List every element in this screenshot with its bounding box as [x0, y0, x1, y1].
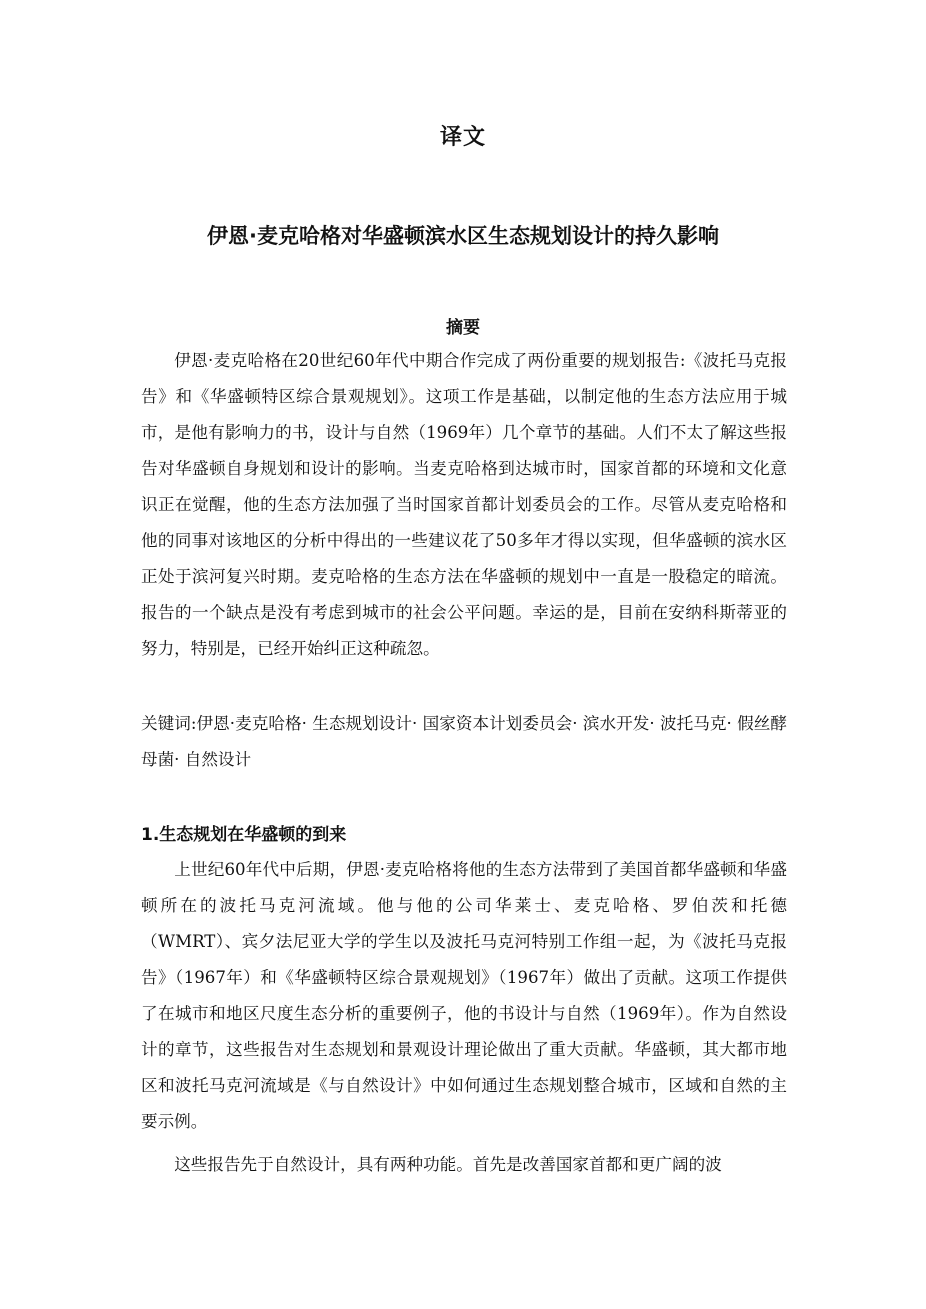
- doc-title: 译文: [439, 125, 486, 150]
- keywords: 关键词:伊恩·麦克哈格· 生态规划设计· 国家资本计划委员会· 滨水开发· 波托马克· 假丝酵母菌· 自然设计: [141, 714, 787, 769]
- section-paragraph-1: 上世纪60年代中后期，伊恩·麦克哈格将他的生态方法带到了美国首都华盛顿和华盛顿所在的波托马克河流域。他与他的公司华莱士、麦克哈格、罗伯茨和托德（WMRT）、宾夕法尼亚大学的学生以及波托马克河特别工作组一起，为《波托马克报告》（1967年）和《华盛顿特区综合景观规划》（1967年）做出了贡献。这项工作提供了在城市和地区尺度生态分析的重要例子，他的书设计与自然（1969年）。作为自然设计的章节，这些报告对生态规划和景观设计理论做出了重大贡献。华盛顿，其大都市地区和波托马克河流域是《与自然设计》中如何通过生态规划整合城市，区域和自然的主要示例。: [141, 860, 787, 1131]
- article-title: 伊恩·麦克哈格对华盛顿滨水区生态规划设计的持久影响: [207, 224, 719, 248]
- section-heading: 1.生态规划在华盛顿的到来: [141, 825, 347, 845]
- abstract-body: 伊恩·麦克哈格在20世纪60年代中期合作完成了两份重要的规划报告:《波托马克报告》和《华盛顿特区综合景观规划》。这项工作是基础，以制定他的生态方法应用于城市，是他有影响力的书，设计与自然（1969年）几个章节的基础。人们不太了解这些报告对华盛顿自身规划和设计的影响。当麦克哈格到达城市时，国家首都的环境和文化意识正在觉醒，他的生态方法加强了当时国家首都计划委员会的工作。尽管从麦克哈格和他的同事对该地区的分析中得出的一些建议花了50多年才得以实现，但华盛顿的滨水区正处于滨河复兴时期。麦克哈格的生态方法在华盛顿的规划中一直是一股稳定的暗流。报告的一个缺点是没有考虑到城市的社会公平问题。幸运的是，目前在安纳科斯蒂亚的努力，特别是，已经开始纠正这种疏忽。: [141, 351, 787, 658]
- abstract-heading: 摘要: [446, 318, 480, 338]
- section-paragraph-2: 这些报告先于自然设计，具有两种功能。首先是改善国家首都和更广阔的波: [174, 1155, 722, 1174]
